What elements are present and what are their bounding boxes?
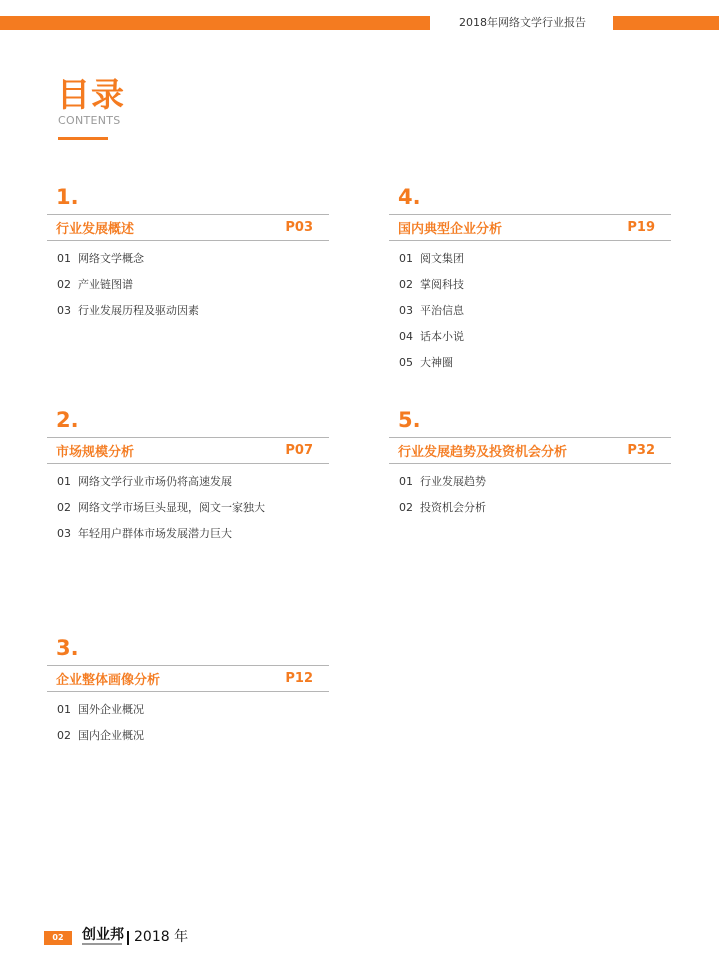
toc-item[interactable] bbox=[47, 525, 329, 551]
item-number: 03 bbox=[57, 304, 71, 317]
toc-title: 目录 bbox=[57, 75, 125, 114]
footer-year: 2018 年 bbox=[134, 929, 189, 945]
item-text: 行业发展趋势 bbox=[420, 475, 486, 488]
item-number: 02 bbox=[57, 278, 71, 291]
section-page: P12 bbox=[285, 671, 313, 686]
item-number: 01 bbox=[399, 252, 413, 265]
toc-item[interactable] bbox=[47, 276, 329, 302]
section-page: P03 bbox=[285, 220, 313, 235]
item-number: 02 bbox=[399, 278, 413, 291]
section-number: 5. bbox=[398, 408, 421, 432]
item-text: 产业链图谱 bbox=[78, 278, 133, 291]
toc-item[interactable] bbox=[389, 328, 671, 354]
item-text: 网络文学行业市场仍将高速发展 bbox=[78, 475, 232, 488]
item-number: 01 bbox=[57, 252, 71, 265]
section-title: 行业发展概述 bbox=[56, 222, 135, 237]
item-text: 平治信息 bbox=[420, 304, 464, 317]
section-header[interactable] bbox=[389, 437, 671, 464]
item-text: 国内企业概况 bbox=[78, 729, 144, 742]
report-title: 2018年网络文学行业报告 bbox=[459, 16, 586, 29]
toc-item[interactable] bbox=[47, 727, 329, 753]
item-text: 大神圈 bbox=[420, 356, 453, 369]
section-header[interactable] bbox=[47, 665, 329, 692]
item-number: 02 bbox=[57, 501, 71, 514]
footer-divider bbox=[127, 931, 129, 945]
section-title: 行业发展趋势及投资机会分析 bbox=[398, 445, 568, 460]
toc-section-3 bbox=[47, 635, 329, 753]
item-number: 01 bbox=[57, 703, 71, 716]
section-number: 4. bbox=[398, 185, 421, 209]
section-number: 3. bbox=[56, 636, 79, 660]
item-number: 01 bbox=[57, 475, 71, 488]
item-number: 03 bbox=[399, 304, 413, 317]
section-page: P19 bbox=[627, 220, 655, 235]
section-title: 市场规模分析 bbox=[56, 445, 135, 460]
item-text: 年轻用户群体市场发展潜力巨大 bbox=[78, 527, 232, 540]
section-number: 2. bbox=[56, 408, 79, 432]
header-accent-bar-right bbox=[613, 16, 719, 30]
toc-section-4 bbox=[389, 184, 671, 380]
toc-item[interactable] bbox=[389, 276, 671, 302]
section-page: P32 bbox=[627, 443, 655, 458]
item-number: 05 bbox=[399, 356, 413, 369]
item-number: 01 bbox=[399, 475, 413, 488]
toc-item[interactable] bbox=[47, 302, 329, 328]
brand-logo: 创业邦 bbox=[82, 927, 124, 943]
item-text: 行业发展历程及驱动因素 bbox=[78, 304, 199, 317]
toc-item[interactable] bbox=[389, 250, 671, 276]
item-number: 02 bbox=[399, 501, 413, 514]
toc-section-1 bbox=[47, 184, 329, 328]
toc-item[interactable] bbox=[47, 250, 329, 276]
section-title: 企业整体画像分析 bbox=[56, 673, 161, 688]
toc-item[interactable] bbox=[47, 473, 329, 499]
toc-item[interactable] bbox=[389, 499, 671, 525]
section-number: 1. bbox=[56, 185, 79, 209]
item-text: 国外企业概况 bbox=[78, 703, 144, 716]
item-text: 网络文学概念 bbox=[78, 252, 144, 265]
toc-item[interactable] bbox=[389, 473, 671, 499]
toc-section-2 bbox=[47, 407, 329, 551]
item-text: 投资机会分析 bbox=[420, 501, 486, 514]
item-text: 阅文集团 bbox=[420, 252, 464, 265]
section-header[interactable] bbox=[47, 437, 329, 464]
toc-item[interactable] bbox=[389, 302, 671, 328]
item-number: 04 bbox=[399, 330, 413, 343]
toc-item[interactable] bbox=[389, 354, 671, 380]
section-header[interactable] bbox=[389, 214, 671, 241]
item-text: 掌阅科技 bbox=[420, 278, 464, 291]
toc-item[interactable] bbox=[47, 701, 329, 727]
item-number: 03 bbox=[57, 527, 71, 540]
toc-section-5 bbox=[389, 407, 671, 525]
item-number: 02 bbox=[57, 729, 71, 742]
item-text: 话本小说 bbox=[420, 330, 464, 343]
section-header[interactable] bbox=[47, 214, 329, 241]
section-page: P07 bbox=[285, 443, 313, 458]
page-number-badge: 02 bbox=[44, 931, 72, 945]
toc-subtitle: CONTENTS bbox=[58, 114, 121, 127]
header-accent-bar-left bbox=[0, 16, 430, 30]
toc-title-underline bbox=[58, 137, 108, 140]
section-title: 国内典型企业分析 bbox=[398, 222, 503, 237]
brand-logo-tagline-line bbox=[82, 943, 122, 945]
toc-item[interactable] bbox=[47, 499, 329, 525]
item-text: 网络文学市场巨头显现，阅文一家独大 bbox=[78, 501, 265, 514]
